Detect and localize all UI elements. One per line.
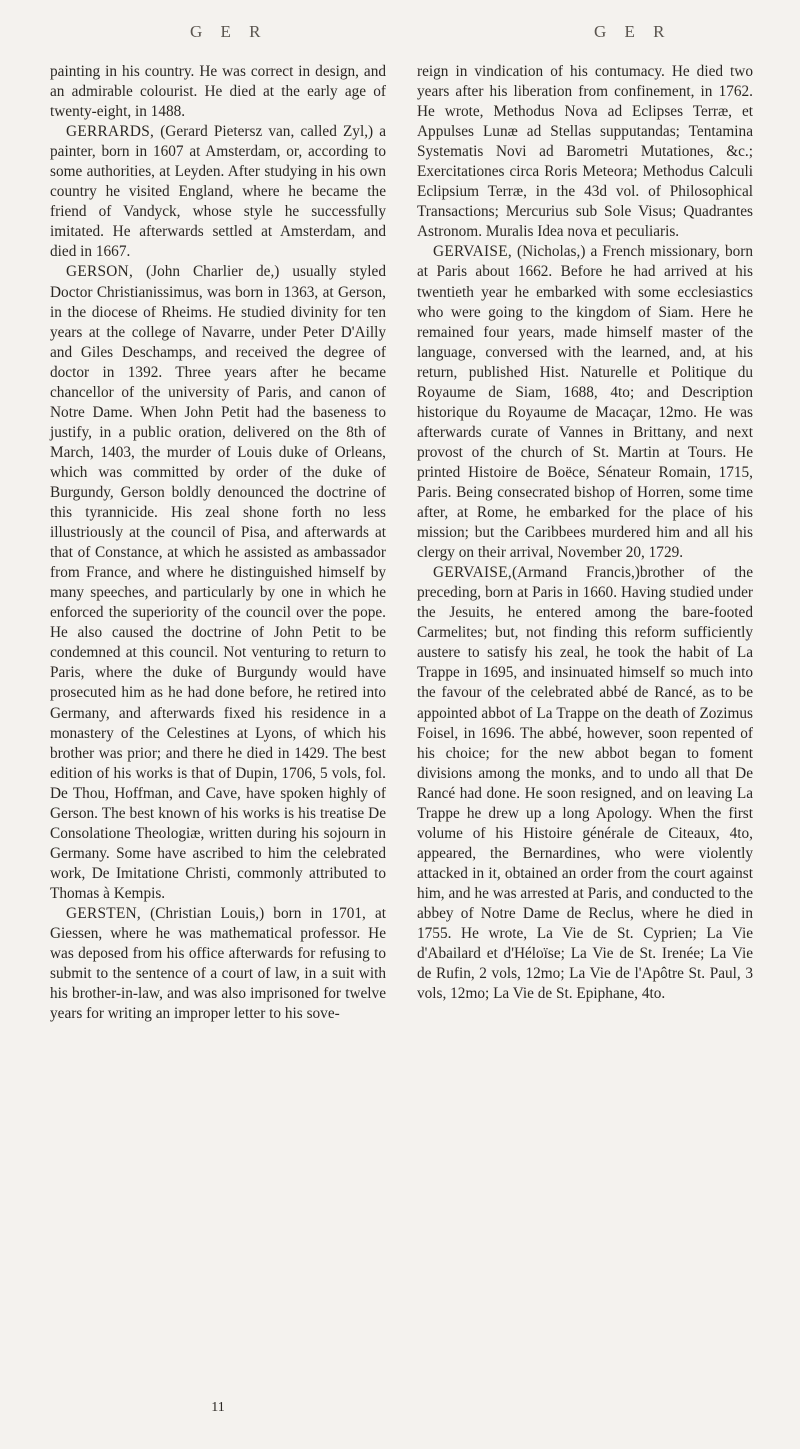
entry-gersten [50, 904, 386, 1024]
entry-text: (Nicholas,) a French missionary, born at Paris about 1662. Before he had arrived at his twentieth year he embarked with some ecclesiastics who were going to the kingdom of Siam. Here he remained four years, made himself master of the language, conversed with the learned, and, at his return, published Hist. Naturelle et Politique du Royaume de Siam, 1688, 4to; and Description historique du Royaume de Macaçar, 12mo. He was afterwards curate of Vannes in Brittany, and next provost of the church of St. Martin at Tours. He printed Histoire de Boëce, Sénateur Romain, 1715, Paris. Being consecrated bishop of Horren, some time after, at Rome, he embarked for the place of his mission; but the Caribbees murdered him and all his clergy on their arrival, November 20, 1729. [417, 243, 753, 562]
entry-text: (Christian Louis,) born in 1701, at Giessen, where he was mathematical professor. He was deposed from his office afterwards for refusing to submit to the sentence of a court of law, in a suit with his brother-in-law, and was also imprisoned for twelve years for writing an improper letter to his sove- [50, 904, 386, 1023]
entry-headword: GERVAISE, [433, 243, 512, 261]
continuation-paragraph: reign in vindication of his contumacy. He died two years after his liberation from confinement, in 1762. He wrote, Methodus Nova ad Eclipses Terræ, et Appulses Lunæ ad Stellas supputandas; Tentamina Systematis Novi ad Barometri Mutationes, &c.; Exercitationes circa Roris Meteora; Methodus Calculi Eclipsium Terræ, in the 43d vol. of Philosophical Transactions; Mercurius sub Sole Visus; Quadrantes Astronom. Muralis Idea nova et peculiaris. [417, 63, 753, 241]
signature-mark: 11 [211, 1400, 225, 1415]
running-head-right: G E R [594, 22, 672, 41]
continuation-paragraph: painting in his country. He was correct in design, and an admirable colourist. He died at the early age of twenty-eight, in 1488. [50, 63, 386, 121]
entry-gerson [50, 262, 386, 904]
entry-headword: GERSON, [66, 263, 134, 281]
entry-headword: GERRARDS, [66, 123, 155, 141]
entry-gerrards [50, 122, 386, 262]
running-head-left: G E R [190, 22, 268, 41]
entry-text: (John Charlier de,) usually styled Doctor Christianissimus, was born in 1363, at Gerson, in the diocese of Rheims. He studied divinity for ten years at the college of Navarre, under Peter D'Ailly and Giles Deschamps, and received the degree of doctor in 1392. Three years after he became chancellor of the university of Paris, and canon of Notre Dame. When John Petit had the baseness to justify, in a public oration, delivered on the 8th of March, 1403, the murder of Louis duke of Orleans, which was committed by order of the duke of Burgundy, Gerson boldly denounced the doctrine of this tyrannicide. His zeal shone forth no less illustriously at the council of Pisa, and afterwards at that of Constance, at which he assisted as ambassador from France, and where he distinguished himself by many speeches, and particularly by one in which he enforced the superiority of the council over the pope. He also caused the doctrine of John Petit to be condemned at this council. Not venturing to return to Paris, where the duke of Burgundy would have prosecuted him as he had done before, he retired into Germany, and afterwards fixed his residence in a monastery of the Celestines at Lyons, of which his brother was prior; and there he died in 1429. The best edition of his works is that of Dupin, 1706, 5 vols, fol. De Thou, Hoffman, and Cave, have spoken highly of Gerson. The best known of his works is his treatise De Consolatione Theologiæ, written during his sojourn in Germany. Some have ascribed to him the celebrated work, De Imitatione Christi, commonly attributed to Thomas à Kempis. [50, 263, 386, 902]
entry-text: (Armand Francis,)brother of the preceding, born at Paris in 1660. Having studied under the Jesuits, he entered among the bare-footed Carmelites; but, not finding this reform sufficiently austere to satisfy his zeal, he took the habit of La Trappe in 1695, and insinuated himself so much into the favour of the celebrated abbé de Rancé, as to be appointed abbot of La Trappe on the death of Zozimus Foisel, in 1696. The abbé, however, soon repented of his choice; for the new abbot began to foment divisions among the monks, and to undo all that De Rancé had done. He soon resigned, and on leaving La Trappe he drew up a long Apology. When the first volume of his Histoire générale de Citeaux, 4to, appeared, the Bernardines, who were violently attacked in it, obtained an order from the court against him, and he was arrested at Paris, and conducted to the abbey of Notre Dame de Reclus, where he died in 1755. He wrote, La Vie de St. Cyprien; La Vie d'Abailard et d'Héloïse; La Vie de St. Irenée; La Vie de Rufin, 2 vols, 12mo; La Vie de l'Apôtre St. Paul, 3 vols, 12mo; La Vie de St. Epiphane, 4to. [417, 564, 753, 1003]
entry-headword: GERVAISE, [433, 564, 512, 582]
right-column [417, 62, 753, 1004]
left-column [50, 62, 386, 1024]
entry-gervaise-nicholas [417, 242, 753, 563]
entry-headword: GERSTEN, [66, 904, 142, 922]
entry-gervaise-armand [417, 563, 753, 1004]
entry-text: (Gerard Pietersz van, called Zyl,) a painter, born in 1607 at Amsterdam, or, according to some authorities, at Leyden. After studying in his own country he visited England, where he became the friend of Vandyck, whose style he successfully imitated. He afterwards settled at Amsterdam, and died in 1667. [50, 123, 386, 261]
